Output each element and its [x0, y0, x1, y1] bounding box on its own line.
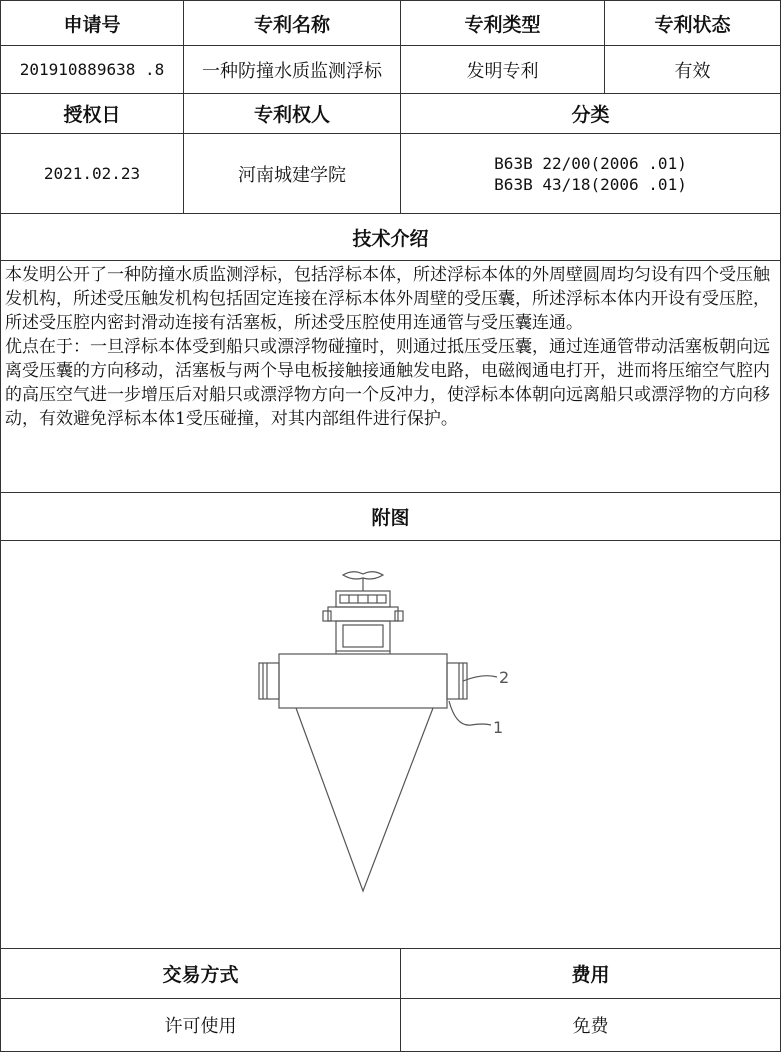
top-cap: [323, 591, 403, 654]
figure-title: 附图: [0, 493, 781, 541]
classification-item: B63B 22/00(2006 .01): [494, 153, 687, 173]
header-fee: 费用: [401, 949, 781, 999]
value-trade-method: 许可使用: [0, 999, 401, 1052]
buoy-cone: [296, 708, 433, 891]
header-patent-status: 专利状态: [605, 0, 781, 46]
part-label-2: 2: [499, 668, 510, 687]
value-application-no: 201910889638 .8: [0, 46, 184, 94]
leader-line-1: [449, 701, 491, 725]
figure-area: [0, 541, 781, 949]
header-patent-type: 专利类型: [401, 0, 605, 46]
header-classification: 分类: [401, 94, 781, 134]
tech-intro-title: 技术介绍: [0, 214, 781, 261]
buoy-drawing: [1, 541, 780, 948]
value-fee: 免费: [401, 999, 781, 1052]
leader-line-2: [463, 676, 497, 681]
valve-handle: [343, 572, 383, 591]
value-patent-name: 一种防撞水质监测浮标: [184, 46, 401, 94]
value-patent-status: 有效: [605, 46, 781, 94]
buoy-body: [279, 654, 447, 708]
value-patent-type: 发明专利: [401, 46, 605, 94]
header-application-no: 申请号: [0, 0, 184, 46]
tech-intro-paragraph: 优点在于：一旦浮标本体受到船只或漂浮物碰撞时，则通过抵压受压囊，通过连通管带动活塞板朝向远离受压囊的方向移动，活塞板与两个导电板接触接通触发电路，电磁阀通电打开，进而将压缩空气腔内的高压空气进一步增压后对船只或漂浮物方向一个反冲力，使浮标本体朝向远离船只或漂浮物的方向移动，有效避免浮标本体1受压碰撞，对其内部组件进行保护。: [5, 337, 770, 429]
tech-intro-body: [0, 261, 781, 493]
classification-item: B63B 43/18(2006 .01): [494, 174, 687, 194]
header-patent-name: 专利名称: [184, 0, 401, 46]
classification-list: [494, 154, 687, 194]
tech-intro-paragraph: 本发明公开了一种防撞水质监测浮标，包括浮标本体，所述浮标本体的外周壁圆周均匀设有四个受压触发机构，所述受压触发机构包括固定连接在浮标本体外周壁的受压囊，所述浮标本体内开设有受压腔，所述受压腔内密封滑动连接有活塞板，所述受压腔使用连通管与受压囊连通。: [5, 265, 770, 333]
header-patentee: 专利权人: [184, 94, 401, 134]
header-grant-date: 授权日: [0, 94, 184, 134]
header-trade-method: 交易方式: [0, 949, 401, 999]
value-classification: [401, 134, 781, 214]
pressure-bag-left: [259, 663, 279, 699]
value-grant-date: 2021.02.23: [0, 134, 184, 214]
part-label-1: 1: [493, 718, 504, 737]
value-patentee: 河南城建学院: [184, 134, 401, 214]
